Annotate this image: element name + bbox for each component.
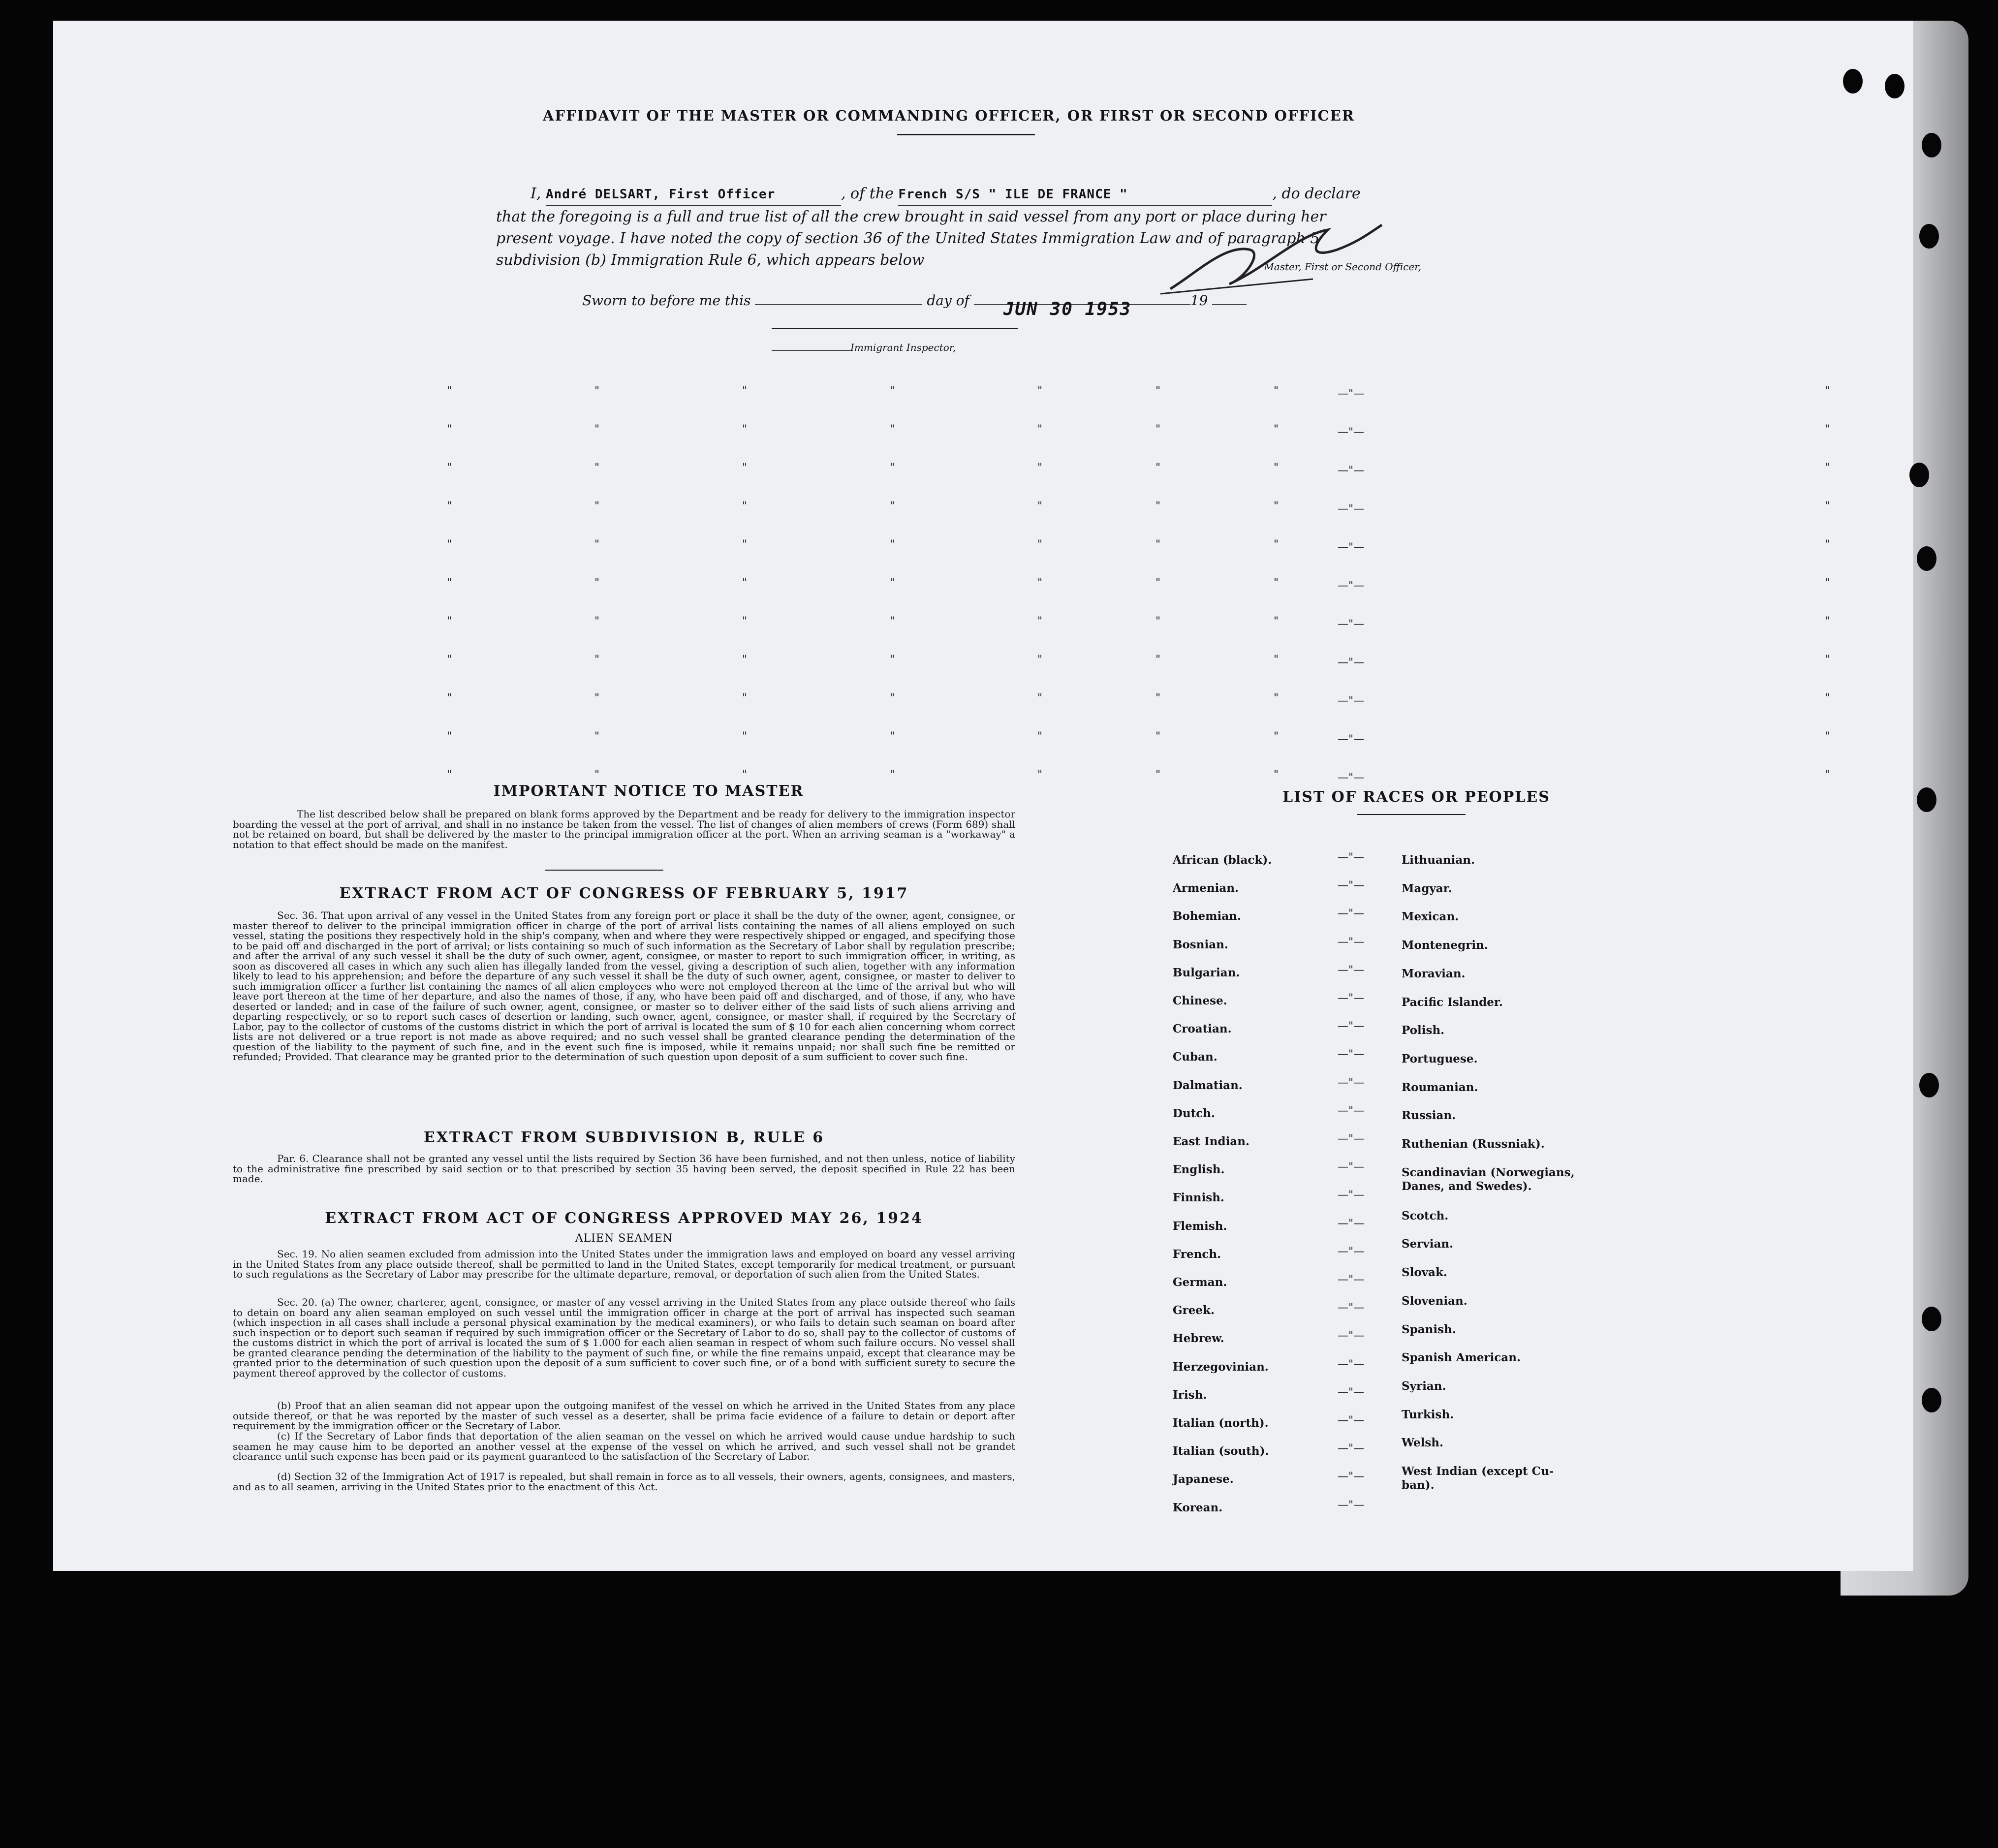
ditto-mark: ": [447, 730, 452, 743]
ditto-mark: —"—: [1338, 580, 1365, 592]
race-item: French.: [1173, 1247, 1221, 1261]
sec20d-body: (d) Section 32 of the Immigration Act of 1917 is repealed, but shall remain in force as to all vessels, their owners, agents, consignees, and masters, and as to all seamen, arriving in the United States prior to the enactment of this Act.: [233, 1471, 1015, 1493]
ditto-mark: ": [594, 385, 600, 397]
race-item: Slovenian.: [1402, 1294, 1467, 1308]
ditto-mark: ": [742, 692, 748, 704]
ditto-mark: ": [1274, 500, 1279, 512]
notice-body: The list described below shall be prepared on blank forms approved by the Department and be ready for delivery to the immigration inspector boarding the vessel at the port of arrival, and shall in no instance be taken from the vessel. The list of changes of alien members of crews (Form 689) shall not be retained on board, but shall be delivered by the master to the principal immigration officer at the port. When an arriving seaman is a "workaway" a notation to that effect should be made on the manifest.: [233, 808, 1015, 850]
race-item: Syrian.: [1402, 1379, 1446, 1393]
ditto-mark: ": [594, 615, 600, 627]
ditto-mark: —"—: [1338, 1386, 1365, 1399]
ditto-mark: ": [890, 615, 895, 627]
race-item: Croatian.: [1173, 1022, 1232, 1036]
ditto-mark: ": [742, 730, 748, 743]
race-item: Scotch.: [1402, 1209, 1449, 1222]
race-item: African (black).: [1173, 853, 1272, 867]
race-item: Spanish.: [1402, 1322, 1456, 1336]
races-title: LIST OF RACES OR PEOPLES: [1282, 788, 1550, 806]
punch-hole: [1922, 1307, 1941, 1331]
race-item: Roumanian.: [1402, 1080, 1478, 1094]
race-item: Herzegovinian.: [1173, 1360, 1269, 1374]
ditto-mark: —"—: [1338, 695, 1365, 707]
ditto-mark: ": [1274, 462, 1279, 474]
punch-hole: [1917, 787, 1936, 812]
ditto-mark: ": [890, 730, 895, 743]
race-item: Greek.: [1173, 1304, 1215, 1317]
sec20b-body: (b) Proof that an alien seaman did not appear upon the outgoing manifest of the vessel on which he arrived in the United States from any place outside thereof, or that he was reported by the master of such vessel as a deserter, shall be prima facie evidence of a failure to detain or deport after requirement by the immigration officer or the Secretary of Labor.: [233, 1400, 1015, 1432]
race-item: Bulgarian.: [1173, 966, 1240, 979]
ditto-mark: ": [594, 577, 600, 589]
extract-rule6-body: Par. 6. Clearance shall not be granted any vessel until the lists required by Section 36 have been furnished, and not then unless, notice of liability to the administrative fine prescribed by said section or to that prescribed by section 35 having been served, the deposit specified in Rule 22 has been made.: [233, 1153, 1015, 1185]
ditto-mark: —"—: [1338, 426, 1365, 439]
officer-signature: [1151, 215, 1426, 304]
ditto-mark: ": [447, 769, 452, 781]
ditto-mark: ": [1825, 423, 1830, 436]
ditto-mark: ": [594, 500, 600, 512]
inspector-sign-line: [772, 328, 1018, 329]
ditto-mark: —"—: [1338, 879, 1365, 892]
ditto-mark: ": [1037, 769, 1043, 781]
ditto-mark: —"—: [1338, 1414, 1365, 1427]
race-item: Japanese.: [1173, 1472, 1234, 1486]
form-page: [53, 21, 1913, 1571]
ditto-mark: ": [1274, 730, 1279, 743]
ditto-mark: —"—: [1338, 1330, 1365, 1343]
officer-name-field: André DELSART, First Officer: [546, 184, 841, 206]
ditto-mark: —"—: [1338, 618, 1365, 630]
ditto-mark: ": [594, 730, 600, 743]
ditto-mark: —"—: [1338, 936, 1365, 948]
ditto-mark: ": [1155, 730, 1161, 743]
ditto-mark: —"—: [1338, 1104, 1365, 1117]
ditto-mark: ": [1825, 577, 1830, 589]
ditto-mark: ": [742, 462, 748, 474]
ditto-mark: ": [1155, 654, 1161, 666]
ditto-mark: ": [742, 423, 748, 436]
title-rule: [897, 134, 1035, 135]
race-item: West Indian (except Cu- ban).: [1402, 1465, 1554, 1492]
ditto-mark: ": [594, 462, 600, 474]
race-item: Russian.: [1402, 1109, 1456, 1123]
race-item: Montenegrin.: [1402, 939, 1488, 952]
ditto-mark: ": [1155, 615, 1161, 627]
ditto-mark: ": [1037, 538, 1043, 551]
ditto-mark: —"—: [1338, 541, 1365, 554]
ditto-mark: ": [1037, 615, 1043, 627]
alien-seamen-subtitle: ALIEN SEAMEN: [575, 1232, 673, 1245]
race-item: Portuguese.: [1402, 1052, 1478, 1065]
punch-hole: [1885, 74, 1904, 98]
race-item: Dalmatian.: [1173, 1078, 1243, 1092]
ditto-mark: ": [890, 462, 895, 474]
declaration-line-3: present voyage. I have noted the copy of section 36 of the United States Immigration Law and of paragraph 5: [496, 230, 1320, 247]
punch-hole: [1922, 1388, 1941, 1412]
ditto-mark: ": [1825, 385, 1830, 397]
ditto-mark: ": [1155, 577, 1161, 589]
punch-hole: [1909, 463, 1929, 487]
ditto-mark: —"—: [1338, 851, 1365, 864]
ditto-mark: ": [447, 538, 452, 551]
race-item: German.: [1173, 1276, 1227, 1289]
ditto-mark: ": [1825, 769, 1830, 781]
ditto-mark: ": [1825, 615, 1830, 627]
ditto-mark: —"—: [1338, 503, 1365, 515]
race-item: Ruthenian (Russniak).: [1402, 1137, 1545, 1151]
affidavit-i: I,: [531, 185, 541, 202]
race-item: Cuban.: [1173, 1050, 1218, 1064]
ditto-mark: —"—: [1338, 1302, 1365, 1315]
ditto-mark: ": [1155, 462, 1161, 474]
ditto-mark: ": [742, 615, 748, 627]
ditto-mark: —"—: [1338, 1274, 1365, 1286]
punch-hole: [1843, 69, 1863, 94]
race-item: Turkish.: [1402, 1408, 1454, 1421]
races-rule: [1357, 814, 1466, 815]
ditto-mark: —"—: [1338, 1217, 1365, 1230]
race-item: Lithuanian.: [1402, 853, 1475, 867]
vessel-name-field: French S/S " ILE DE FRANCE ": [898, 184, 1272, 206]
race-item: Flemish.: [1173, 1219, 1227, 1233]
ditto-mark: ": [1037, 423, 1043, 436]
punch-hole: [1922, 133, 1941, 157]
ditto-mark: ": [1155, 423, 1161, 436]
notice-title: IMPORTANT NOTICE TO MASTER: [493, 783, 804, 800]
ditto-mark: —"—: [1338, 733, 1365, 746]
ditto-mark: ": [447, 615, 452, 627]
ditto-mark: —"—: [1338, 1048, 1365, 1061]
sec20c-body: (c) If the Secretary of Labor finds that deportation of the alien seaman on the vessel on which he arrived would cause undue hardship to such seamen he may cause him to be deported an another vessel at the expense of the vessel on which he arrived, and such vessel shall not be grandet clearance until such expense has been paid or its payment guaranteed to the satisfaction of the Secretary of Labor.: [233, 1430, 1015, 1462]
race-item: Dutch.: [1173, 1106, 1216, 1120]
ditto-mark: —"—: [1338, 1161, 1365, 1174]
ditto-mark: —"—: [1338, 1471, 1365, 1483]
race-item: Magyar.: [1402, 881, 1452, 895]
ditto-mark: ": [1274, 654, 1279, 666]
ditto-mark: ": [1155, 538, 1161, 551]
race-item: Hebrew.: [1173, 1332, 1224, 1346]
race-item: Spanish American.: [1402, 1351, 1521, 1365]
ditto-mark: —"—: [1338, 1358, 1365, 1371]
ditto-mark: ": [890, 692, 895, 704]
extract-rule6-title: EXTRACT FROM SUBDIVISION B, RULE 6: [423, 1129, 825, 1146]
ditto-mark: ": [447, 577, 452, 589]
ditto-mark: ": [890, 385, 895, 397]
race-item: Pacific Islander.: [1402, 995, 1503, 1009]
ditto-mark: —"—: [1338, 964, 1365, 976]
race-item: Bohemian.: [1173, 909, 1241, 923]
sworn-text: Sworn to before me this: [582, 292, 751, 309]
date-stamp: JUN 30 1953: [1003, 299, 1132, 319]
ditto-mark: ": [1155, 769, 1161, 781]
signature-caption: Master, First or Second Officer,: [1264, 261, 1421, 273]
ditto-mark: —"—: [1338, 1245, 1365, 1258]
ditto-mark: ": [594, 423, 600, 436]
race-item: Moravian.: [1402, 967, 1466, 980]
declaration-line-2: that the foregoing is a full and true list of all the crew brought in said vessel from any port or place during her: [496, 208, 1326, 225]
ditto-mark: —"—: [1338, 1442, 1365, 1455]
extract-1924-title: EXTRACT FROM ACT OF CONGRESS APPROVED MAY 26, 1924: [325, 1210, 923, 1227]
ditto-mark: —"—: [1338, 657, 1365, 669]
ditto-mark: ": [1274, 538, 1279, 551]
ditto-mark: ": [890, 769, 895, 781]
ditto-mark: —"—: [1338, 1076, 1365, 1089]
of-the-text: , of the: [841, 185, 894, 202]
ditto-mark: ": [1825, 654, 1830, 666]
ditto-mark: —"—: [1338, 992, 1365, 1004]
race-item: Scandinavian (Norwegians, Danes, and Swedes).: [1402, 1165, 1575, 1193]
ditto-mark: ": [594, 769, 600, 781]
race-item: Polish.: [1402, 1024, 1445, 1037]
ditto-mark: ": [742, 769, 748, 781]
race-item: Servian.: [1402, 1237, 1454, 1251]
ditto-mark: ": [890, 654, 895, 666]
ditto-mark: —"—: [1338, 1133, 1365, 1145]
ditto-mark: ": [1155, 385, 1161, 397]
race-item: Slovak.: [1402, 1266, 1447, 1280]
ditto-mark: ": [1037, 692, 1043, 704]
race-item: Irish.: [1173, 1388, 1207, 1402]
ditto-mark: ": [447, 692, 452, 704]
ditto-mark: ": [1274, 423, 1279, 436]
ditto-mark: ": [1037, 385, 1043, 397]
ditto-mark: ": [890, 423, 895, 436]
ditto-mark: ": [1037, 500, 1043, 512]
ditto-mark: ": [1274, 692, 1279, 704]
ditto-mark: ": [447, 423, 452, 436]
ditto-mark: ": [1274, 769, 1279, 781]
inspector-line: [772, 342, 956, 353]
ditto-mark: ": [1037, 462, 1043, 474]
ditto-mark: ": [742, 385, 748, 397]
ditto-mark: ": [1274, 385, 1279, 397]
ditto-mark: ": [1037, 577, 1043, 589]
race-item: Welsh.: [1402, 1436, 1444, 1450]
ditto-mark: ": [447, 654, 452, 666]
sec19-body: Sec. 19. No alien seamen excluded from admission into the United States under the immigration laws and employed on board any vessel arriving in the United States from any place outside thereof, shall be permitted to land in the United States, except temporarily for medical treatment, or pursuant to such regulations as the Secretary of Labor may prescribe for the ultimate departure, removal, or deportation of such alien from the United States.: [233, 1248, 1015, 1280]
ditto-mark: ": [447, 500, 452, 512]
ditto-mark: —"—: [1338, 772, 1365, 784]
ditto-mark: ": [594, 692, 600, 704]
race-item: Chinese.: [1173, 994, 1227, 1007]
year-prefix: 19: [1190, 292, 1208, 309]
ditto-mark: ": [1825, 500, 1830, 512]
ditto-mark: ": [890, 577, 895, 589]
ditto-mark: ": [447, 385, 452, 397]
ditto-mark: ": [890, 538, 895, 551]
ditto-mark: —"—: [1338, 465, 1365, 477]
ditto-mark: ": [594, 538, 600, 551]
race-item: Korean.: [1173, 1501, 1223, 1514]
ditto-mark: ": [742, 577, 748, 589]
race-item: Finnish.: [1173, 1191, 1224, 1205]
race-item: Bosnian.: [1173, 938, 1228, 951]
ditto-mark: —"—: [1338, 1020, 1365, 1033]
race-item: Italian (north).: [1173, 1416, 1269, 1430]
declaration-line-4: subdivision (b) Immigration Rule 6, which appears below: [496, 251, 925, 269]
ditto-mark: ": [1825, 538, 1830, 551]
race-item: Mexican.: [1402, 910, 1459, 924]
do-declare-text: , do declare: [1272, 185, 1361, 202]
ditto-mark: ": [447, 462, 452, 474]
ditto-mark: ": [1155, 692, 1161, 704]
ditto-mark: ": [1274, 615, 1279, 627]
extract-1917-title: EXTRACT FROM ACT OF CONGRESS OF FEBRUARY 5, 1917: [339, 885, 909, 902]
ditto-mark: ": [742, 500, 748, 512]
ditto-mark: ": [1037, 730, 1043, 743]
punch-hole: [1919, 1073, 1939, 1097]
ditto-mark: ": [742, 538, 748, 551]
ditto-mark: —"—: [1338, 388, 1365, 400]
ditto-mark: —"—: [1338, 1189, 1365, 1202]
extract-1917-body: Sec. 36. That upon arrival of any vessel in the United States from any foreign port or place it shall be the duty of the owner, agent, consignee, or master thereof to deliver to the principal immigration officer in charge of the port of arrival lists containing the names of all aliens employed on such vessel, stating the positions they respectively hold in the ship's company, when and where they were respectively shipped or engaged, and specifying those to be paid off and discharged in the port of arrival; or lists containing so much of such information as the Secretary of Labor shall by regulation prescribe; and after the arrival of any such vessel it shall be the duty of such owner, agent, consignee, or master to report to such immigration officer, in writing, as soon as discovered all cases in which any such alien has illegally landed from the vessel, giving a description of such alien, together with any information likely to lead to his apprehension; and before the departure of any such vessel it shall be the duty of such owner, agent, consignee, or master to deliver to such immigration officer a further list containing the names of all alien employees who were not employed thereon at the time of the arrival but who will leave port thereon at the time of her departure, and also the names of those, if any, who have been paid off and discharged, and of those, if any, who have deserted or landed; and in case of the failure of such owner, agent, consignee, or master so to deliver either of the said lists of such aliens arriving and departing respectively, or so to report such cases of desertion or landing, such owner, agent, consignee, or master shall, if required by the Secretary of Labor, pay to the collector of customs of the customs district in which the port of arrival is located the sum of $ 10 for each alien concerning whom correct lists are not delivered or a true report is not made as above required; and no such vessel shall be granted clearance pending the determination of the question of the liability to the payment of such fine, and in the event such fine is imposed, while it remains unpaid; nor shall such fine be remitted or refunded; Provided. That clearance may be granted prior to the determination of such question upon deposit of a sum sufficient to cover such fine.: [233, 909, 1015, 1063]
sworn-line: [582, 292, 1247, 319]
day-of-text: day of: [927, 292, 969, 309]
ditto-mark: —"—: [1338, 908, 1365, 920]
race-item: Italian (south).: [1173, 1444, 1269, 1458]
ditto-mark: ": [1825, 462, 1830, 474]
ditto-mark: ": [742, 654, 748, 666]
notice-rule: [545, 870, 663, 871]
ditto-mark: ": [890, 500, 895, 512]
ditto-mark: ": [1825, 692, 1830, 704]
ditto-mark: ": [1037, 654, 1043, 666]
ditto-mark: —"—: [1338, 1499, 1365, 1511]
punch-hole: [1919, 224, 1939, 249]
ditto-mark: ": [1155, 500, 1161, 512]
ditto-mark: ": [1825, 730, 1830, 743]
race-item: Armenian.: [1173, 881, 1239, 895]
race-item: East Indian.: [1173, 1135, 1249, 1148]
sec20a-body: Sec. 20. (a) The owner, charterer, agent, consignee, or master of any vessel arriving in the United States from any place outside thereof who fails to detain on board any alien seaman employed on such vessel until the immigration officer in charge at the port of arrival has inspected such seaman (which inspection in all cases shall include a personal physical examination by the medical examiners), or who fails to detain such seaman on board after such inspection or to deport such seaman if required by such immigration officer or the Secretary of Labor to do so, shall pay to the collector of customs of the customs district in which the port of arrival is located the sum of $ 1.000 for each alien seaman in respect of whom such failure occurs. No vessel shall be granted clearance pending the determination of the liability to the payment of such fine, or while the fine remains unpaid, except that clearance may be granted prior to the determination of such question upon the deposit of a sum sufficient to cover such fine, or of a bond with sufficient surety to secure the payment thereof approved by the collector of customs.: [233, 1296, 1015, 1379]
punch-hole: [1917, 546, 1936, 571]
affidavit-title: AFFIDAVIT OF THE MASTER OR COMMANDING OFFICER, OR FIRST OR SECOND OFFICER: [543, 107, 1355, 124]
ditto-mark: ": [594, 654, 600, 666]
race-item: English.: [1173, 1163, 1225, 1177]
ditto-mark: ": [1274, 577, 1279, 589]
inspector-caption: Immigrant Inspector,: [850, 342, 956, 353]
